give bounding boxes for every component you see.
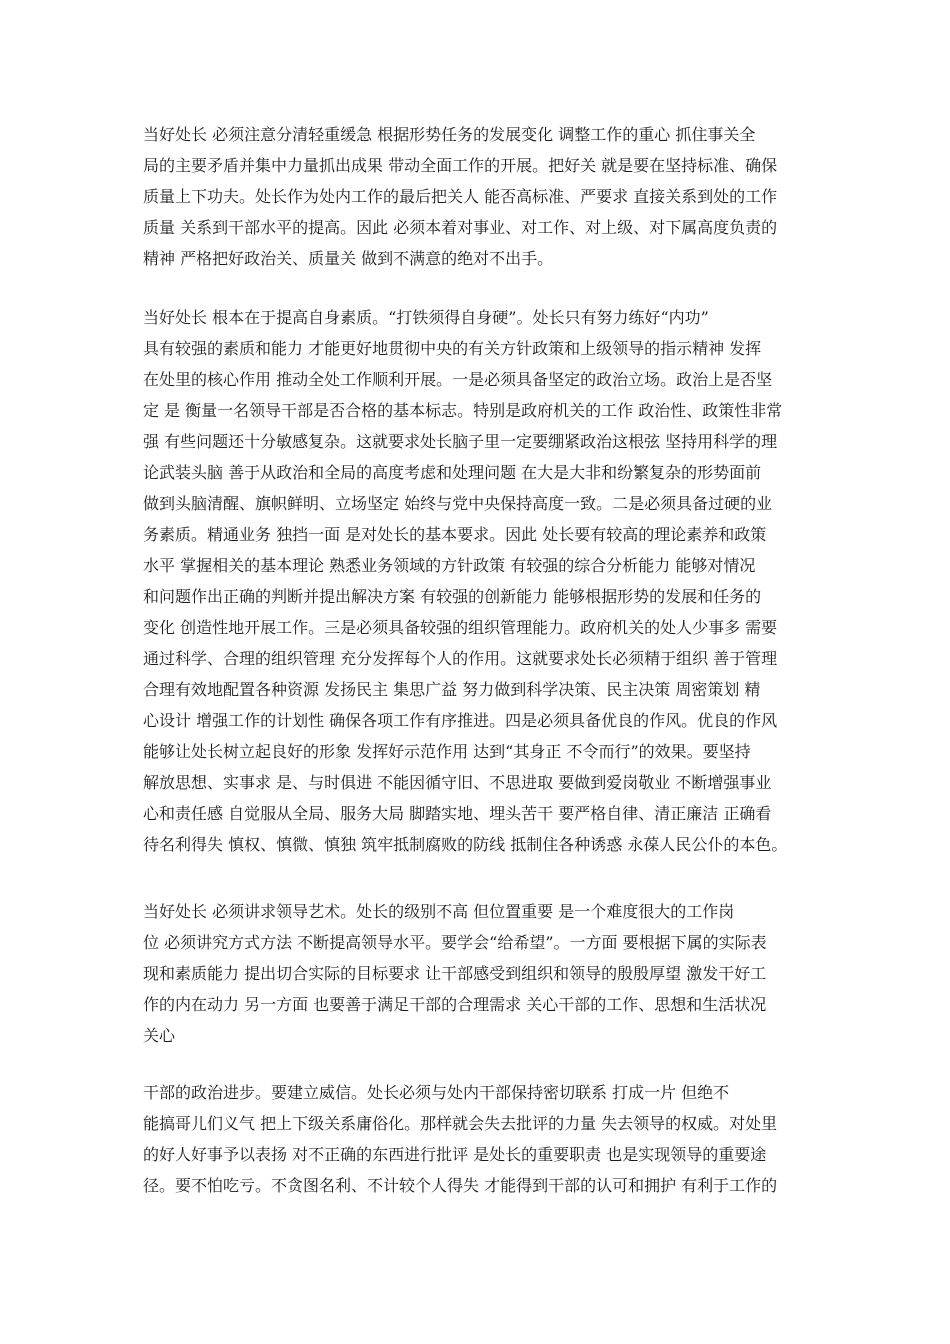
text-line: 能够让处长树立起良好的形象 发挥好示范作用 达到“其身正 不令而行”的效果。要坚持 xyxy=(143,742,751,761)
text-line: 局的主要矛盾并集中力量抓出成果 带动全面工作的开展。把好关 就是要在坚持标准、确保 xyxy=(143,156,778,175)
text-line: 做到头脑清醒、旗帜鲜明、立场坚定 始终与党中央保持高度一致。二是必须具备过硬的业 xyxy=(143,494,773,513)
text-line: 当好处长 必须讲求领导艺术。处长的级别不高 但位置重要 是一个难度很大的工作岗 xyxy=(143,902,735,921)
text-line: 干部的政治进步。要建立威信。处长必须与处内干部保持密切联系 打成一片 但绝不 xyxy=(143,1083,730,1102)
text-line: 水平 掌握相关的基本理论 熟悉业务领域的方针政策 有较强的综合分析能力 能够对情况 xyxy=(143,556,756,575)
text-line: 论武装头脑 善于从政治和全局的高度考虑和处理问题 在大是大非和纷繁复杂的形势面前 xyxy=(143,463,762,482)
text-line: 在处里的核心作用 推动全处工作顺利开展。一是必须具备坚定的政治立场。政治上是否坚 xyxy=(143,370,773,389)
paragraph-3 xyxy=(143,896,813,1051)
text-line: 质量 关系到干部水平的提高。因此 必须本着对事业、对工作、对上级、对下属高度负责的 xyxy=(143,218,778,237)
text-line: 现和素质能力 提出切合实际的目标要求 让干部感受到组织和领导的殷殷厚望 激发干好工 xyxy=(143,964,767,983)
text-line: 精神 严格把好政治关、质量关 做到不满意的绝对不出手。 xyxy=(143,249,554,268)
text-line: 通过科学、合理的组织管理 充分发挥每个人的作用。这就要求处长必须精于组织 善于管理 xyxy=(143,649,778,668)
text-line: 具有较强的素质和能力 才能更好地贯彻中央的有关方针政策和上级领导的指示精神 发挥 xyxy=(143,339,762,358)
text-line: 位 必须讲究方式方法 不断提高领导水平。要学会“给希望”。一方面 要根据下属的实际表 xyxy=(143,933,767,952)
text-line: 质量上下功夫。处长作为处内工作的最后把关人 能否高标准、严要求 直接关系到处的工作 xyxy=(143,187,778,206)
paragraph-1 xyxy=(143,119,813,274)
text-line: 当好处长 根本在于提高自身素质。“打铁须得自身硬”。处长只有努力练好“内功” xyxy=(143,308,709,327)
text-line: 关心 xyxy=(143,1026,176,1045)
text-line: 解放思想、实事求 是、与时俱进 不能因循守旧、不思进取 要做到爱岗敬业 不断增强事业 xyxy=(143,773,772,792)
text-line: 强 有些问题还十分敏感复杂。这就要求处长脑子里一定要绷紧政治这根弦 坚持用科学的理 xyxy=(143,432,778,451)
text-line: 待名利得失 慎权、慎微、慎独 筑牢抵制腐败的防线 抵制住各种诱惑 永葆人民公仆的本色。 xyxy=(143,835,788,854)
text-line: 径。要不怕吃亏。不贪图名利、不计较个人得失 才能得到干部的认可和拥护 有利于工作的 xyxy=(143,1176,778,1195)
text-line: 合理有效地配置各种资源 发扬民主 集思广益 努力做到科学决策、民主决策 周密策划 精 xyxy=(143,680,761,699)
text-line: 当好处长 必须注意分清轻重缓急 根据形势任务的发展变化 调整工作的重心 抓住事关全 xyxy=(143,125,756,144)
text-line: 作的内在动力 另一方面 也要善于满足干部的合理需求 关心干部的工作、思想和生活状况 xyxy=(143,995,767,1014)
paragraph-4 xyxy=(143,1077,813,1201)
text-line: 定 是 衡量一名领导干部是否合格的基本标志。特别是政府机关的工作 政治性、政策性非常 xyxy=(143,401,783,420)
text-line: 务素质。精通业务 独挡一面 是对处长的基本要求。因此 处长要有较高的理论素养和政策 xyxy=(143,525,767,544)
text-line: 心和责任感 自觉服从全局、服务大局 脚踏实地、埋头苦干 要严格自律、清正廉洁 正确看 xyxy=(143,804,772,823)
text-line: 变化 创造性地开展工作。三是必须具备较强的组织管理能力。政府机关的处人少事多 需要 xyxy=(143,618,778,637)
text-line: 的好人好事予以表扬 对不正确的东西进行批评 是处长的重要职责 也是实现领导的重要途 xyxy=(143,1145,767,1164)
text-line: 能搞哥儿们义气 把上下级关系庸俗化。那样就会失去批评的力量 失去领导的权威。对处里 xyxy=(143,1114,778,1133)
text-line: 心设计 增强工作的计划性 确保各项工作有序推进。四是必须具备优良的作风。优良的作风 xyxy=(143,711,778,730)
paragraph-2 xyxy=(143,302,813,860)
text-line: 和问题作出正确的判断并提出解决方案 有较强的创新能力 能够根据形势的发展和任务的 xyxy=(143,587,762,606)
